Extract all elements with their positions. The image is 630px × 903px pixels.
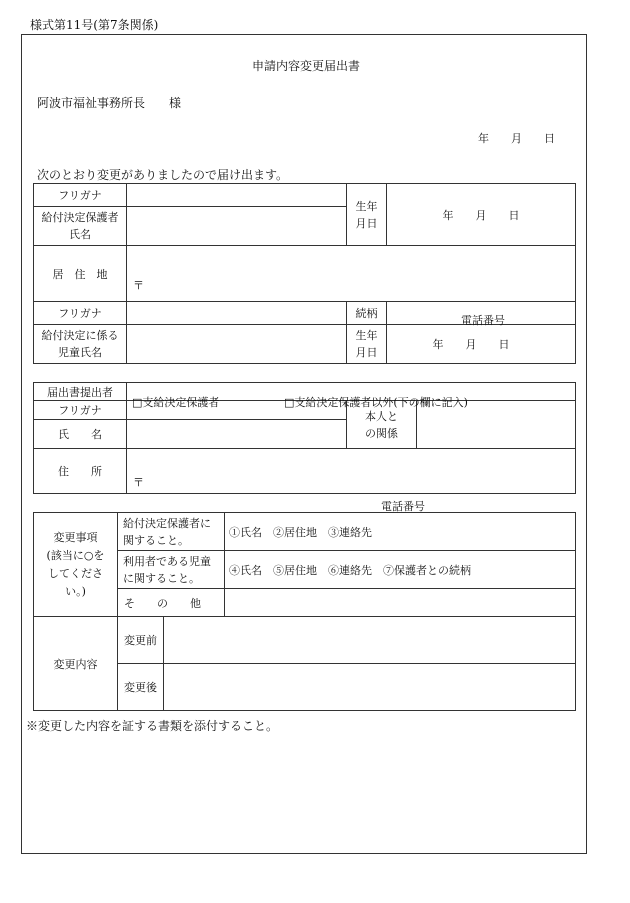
change-table xyxy=(33,512,576,711)
child-birth-label: 生年 月日 xyxy=(347,325,387,364)
child-furigana-label: フリガナ xyxy=(34,302,127,325)
guardian-birth-date[interactable]: 年 月 日 xyxy=(387,184,576,246)
option-guardian-checkbox[interactable]: □支給決定保護者 xyxy=(132,395,220,409)
after-field[interactable] xyxy=(164,664,576,711)
intro-text: 次のとおり変更がありましたので届け出ます。 xyxy=(37,168,289,182)
before-label: 変更前 xyxy=(118,617,164,664)
addressee: 阿波市福祉事務所長 様 xyxy=(37,96,182,110)
child-change-options[interactable]: ④氏名 ⑤居住地 ⑥連絡先 ⑦保護者との続柄 xyxy=(225,551,576,589)
submitter-name-field[interactable] xyxy=(127,420,347,449)
submitter-name-label: 氏 名 xyxy=(34,420,127,449)
before-field[interactable] xyxy=(164,617,576,664)
submitter-address-field[interactable] xyxy=(127,449,576,513)
after-label: 変更後 xyxy=(118,664,164,711)
submitter-label: 届出書提出者 xyxy=(34,383,127,401)
furigana-label: フリガナ xyxy=(34,184,127,207)
relation-to-self-label: 本人と の関係 xyxy=(347,401,417,449)
change-content-label: 変更内容 xyxy=(34,617,118,711)
submitter-options xyxy=(127,383,576,409)
guardian-change-options[interactable]: ①氏名 ②居住地 ③連絡先 xyxy=(225,513,576,551)
other-change-field[interactable] xyxy=(225,589,576,617)
child-name-field[interactable] xyxy=(127,325,347,364)
guardian-furigana-field[interactable] xyxy=(127,184,347,207)
postal-mark: 〒 xyxy=(133,476,144,489)
child-name-label: 給付決定に係る 児童氏名 xyxy=(34,325,127,364)
form-number: 様式第11号(第7条関係) xyxy=(30,18,159,32)
change-items-label: 変更事項 (該当に○を してくださ い。) xyxy=(34,513,118,617)
phone-label: 電話番号 xyxy=(381,500,425,513)
submitter-address-label: 住 所 xyxy=(34,449,127,494)
child-furigana-field[interactable] xyxy=(127,302,347,325)
birth-label: 生年 月日 xyxy=(347,184,387,246)
relation-label: 続柄 xyxy=(347,302,387,325)
guardian-name-field[interactable] xyxy=(127,207,347,246)
postal-mark: 〒 xyxy=(133,278,144,292)
child-change-label: 利用者である児童 に関すること。 xyxy=(118,551,225,589)
phone-label: 電話番号 xyxy=(461,313,505,327)
submitter-furigana-label: フリガナ xyxy=(34,401,127,420)
guardian-change-label: 給付決定保護者に 関すること。 xyxy=(118,513,225,551)
residence-label: 居 住 地 xyxy=(34,246,127,302)
option-other-checkbox[interactable]: □支給決定保護者以外(下の欄に記入) xyxy=(284,395,468,409)
submitter-table xyxy=(33,382,576,513)
guardian-child-table xyxy=(33,183,576,364)
form-title: 申請内容変更届出書 xyxy=(252,59,361,73)
other-change-label: そ の 他 xyxy=(118,589,225,617)
attachment-note: ※変更した内容を証する書類を添付すること。 xyxy=(26,719,279,733)
submission-date: 年 月 日 xyxy=(478,132,555,145)
guardian-name-label: 給付決定保護者 氏名 xyxy=(34,207,127,246)
child-birth-date[interactable]: 年 月 日 xyxy=(387,325,576,364)
